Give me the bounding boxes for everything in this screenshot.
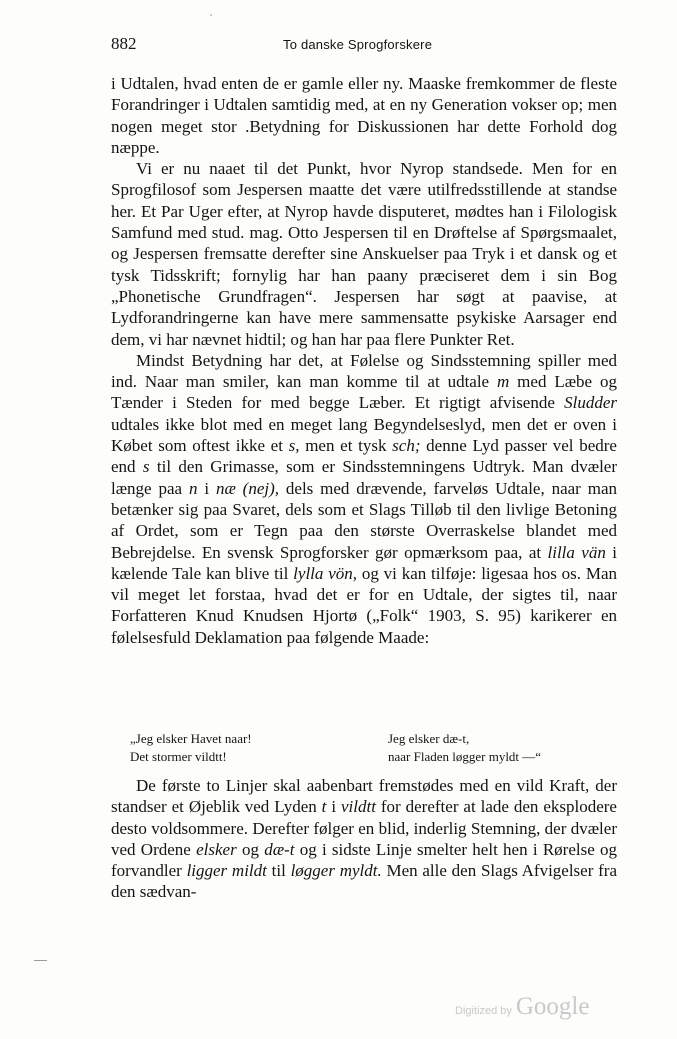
- p4-text: for derefter at lade den eksplodere desto voldsommere. Derefter følger en blid, inderlig Stemning, der dvæler ved Ordene: [111, 797, 617, 859]
- running-title: To danske Sprogforskere: [283, 37, 433, 52]
- page-header: [0, 34, 677, 58]
- p4-text: De første to Linjer skal aabenbart fremstødes med en vild Kraft, der standser et Øjeblik ved Lyden: [111, 776, 617, 817]
- paragraph-2: Vi er nu naaet til det Punkt, hvor Nyrop standsede. Men for en Sprogfilosof som Jespersen maatte det være utilfredsstillende at standse her. Et Par Uger efter, at Nyrop havde disputeret, mødtes han i Filologisk Samfund med stud. mag. Otto Jespersen til en Drøftelse af Spørgsmaalet, og Jespersen fremsatte derefter sine Anskuelser paa Tryk i et dansk og et tysk Tidsskrift; fornylig har han paany præciseret dem i sin Bog „Phonetische Grundfragen“. Jespersen har søgt at paavise, at Lydforandringerne kan have mere sammensatte psykiske Aarsager end dem, vi har nævnet hidtil; og han har paa flere Punkter Ret.: [111, 159, 617, 349]
- p3-italic: næ (nej),: [215, 478, 280, 498]
- p3-text: Mindst Betydning har det, at Følelse og Sindsstemning spiller med ind. Naar man smiler, kan man komme til at udtale: [111, 350, 617, 392]
- p4-italic: elsker: [196, 839, 237, 859]
- p3-text: i kælende Tale kan blive til: [111, 542, 617, 583]
- verse-line: naar Fladen løgger myldt —“: [388, 748, 542, 764]
- p3-text: i: [197, 478, 216, 498]
- p4-italic: ligger mildt: [186, 861, 267, 881]
- watermark-prefix: Digitized by: [455, 1005, 512, 1017]
- p4-italic: t: [321, 797, 327, 817]
- p3-italic: lilla vän: [547, 542, 606, 562]
- p3-italic: n: [188, 478, 198, 498]
- p3-italic: Sludder: [564, 393, 617, 413]
- page-number: 882: [111, 34, 137, 53]
- p3-italic: sch;: [392, 436, 421, 456]
- paragraph-4: [111, 775, 617, 903]
- p3-text: til den Grimasse, som er Sindsstemningens Udtryk. Man dvæler længe paa: [111, 457, 618, 498]
- p4-italic: løgger myldt.: [290, 861, 382, 881]
- p3-text: men et tysk: [299, 436, 393, 456]
- p3-italic: s,: [288, 436, 300, 456]
- scan-speck: [210, 14, 212, 16]
- p3-text: med Læbe og Tænder i Steden for med begge Læber. Et rigtigt afvisende: [111, 372, 617, 413]
- p4-text: Men alle den Slags Afvigelser fra den sædvan-: [111, 861, 617, 902]
- p4-text: i: [326, 797, 341, 817]
- paragraph-3: [111, 350, 617, 648]
- verse-line: Jeg elsker dæ-t,: [388, 731, 470, 746]
- text-block-top: [111, 73, 617, 648]
- digitized-watermark: [455, 993, 589, 1021]
- p4-italic: vildtt: [341, 797, 376, 817]
- verse-line: Det stormer vildtt!: [130, 748, 227, 764]
- p4-italic: dæ-t: [264, 839, 295, 859]
- p4-text: til: [266, 861, 291, 881]
- p3-italic: m: [497, 372, 510, 392]
- p3-text: udtales ikke blot med en meget lang Begyndelseslyd, men det er oven i Købet som oftest ikke et: [111, 414, 617, 456]
- verse-line: „Jeg elsker Havet naar!: [130, 731, 252, 746]
- verse-right-column: [388, 730, 541, 765]
- p3-italic: s: [142, 457, 150, 477]
- google-logo: Google: [515, 993, 590, 1020]
- p3-text: og vi kan tilføje: ligesaa hos os. Man vil meget let forstaa, hvad det er for en Udtale, der sigtes til, naar Forfatteren Knud Knudsen Hjortø („Folk“ 1903, S. 95) karikerer en følelsesfuld Deklamation paa følgende Maade:: [111, 563, 618, 647]
- text-block-bottom: [111, 775, 617, 903]
- p3-italic: lylla vön,: [293, 563, 358, 583]
- paragraph-1: i Udtalen, hvad enten de er gamle eller ny. Maaske fremkommer de fleste Forandringer i Udtalen samtidig med, at en ny Generation vokser op; men nogen meget stor .Betydning for Diskussionen har dette Forhold dog næppe.: [111, 74, 617, 157]
- verse-left-column: [130, 730, 252, 765]
- p4-text: og i sidste Linje smelter helt hen i Rørelse og forvandler: [111, 839, 618, 881]
- p4-text: og: [236, 839, 265, 859]
- margin-dash: [34, 960, 47, 961]
- p3-text: dels med drævende, farveløs Udtale, naar man betænker sig paa Svaret, dels som et Slags Tilløb til den livlige Betoning af Ordet, som er Tegn paa den største Overraskelse blandet med Bebrejdelse. En svensk Sprogforsker gør opmærksom paa, at: [111, 478, 617, 562]
- p3-text: denne Lyd passer vel bedre end: [111, 436, 617, 477]
